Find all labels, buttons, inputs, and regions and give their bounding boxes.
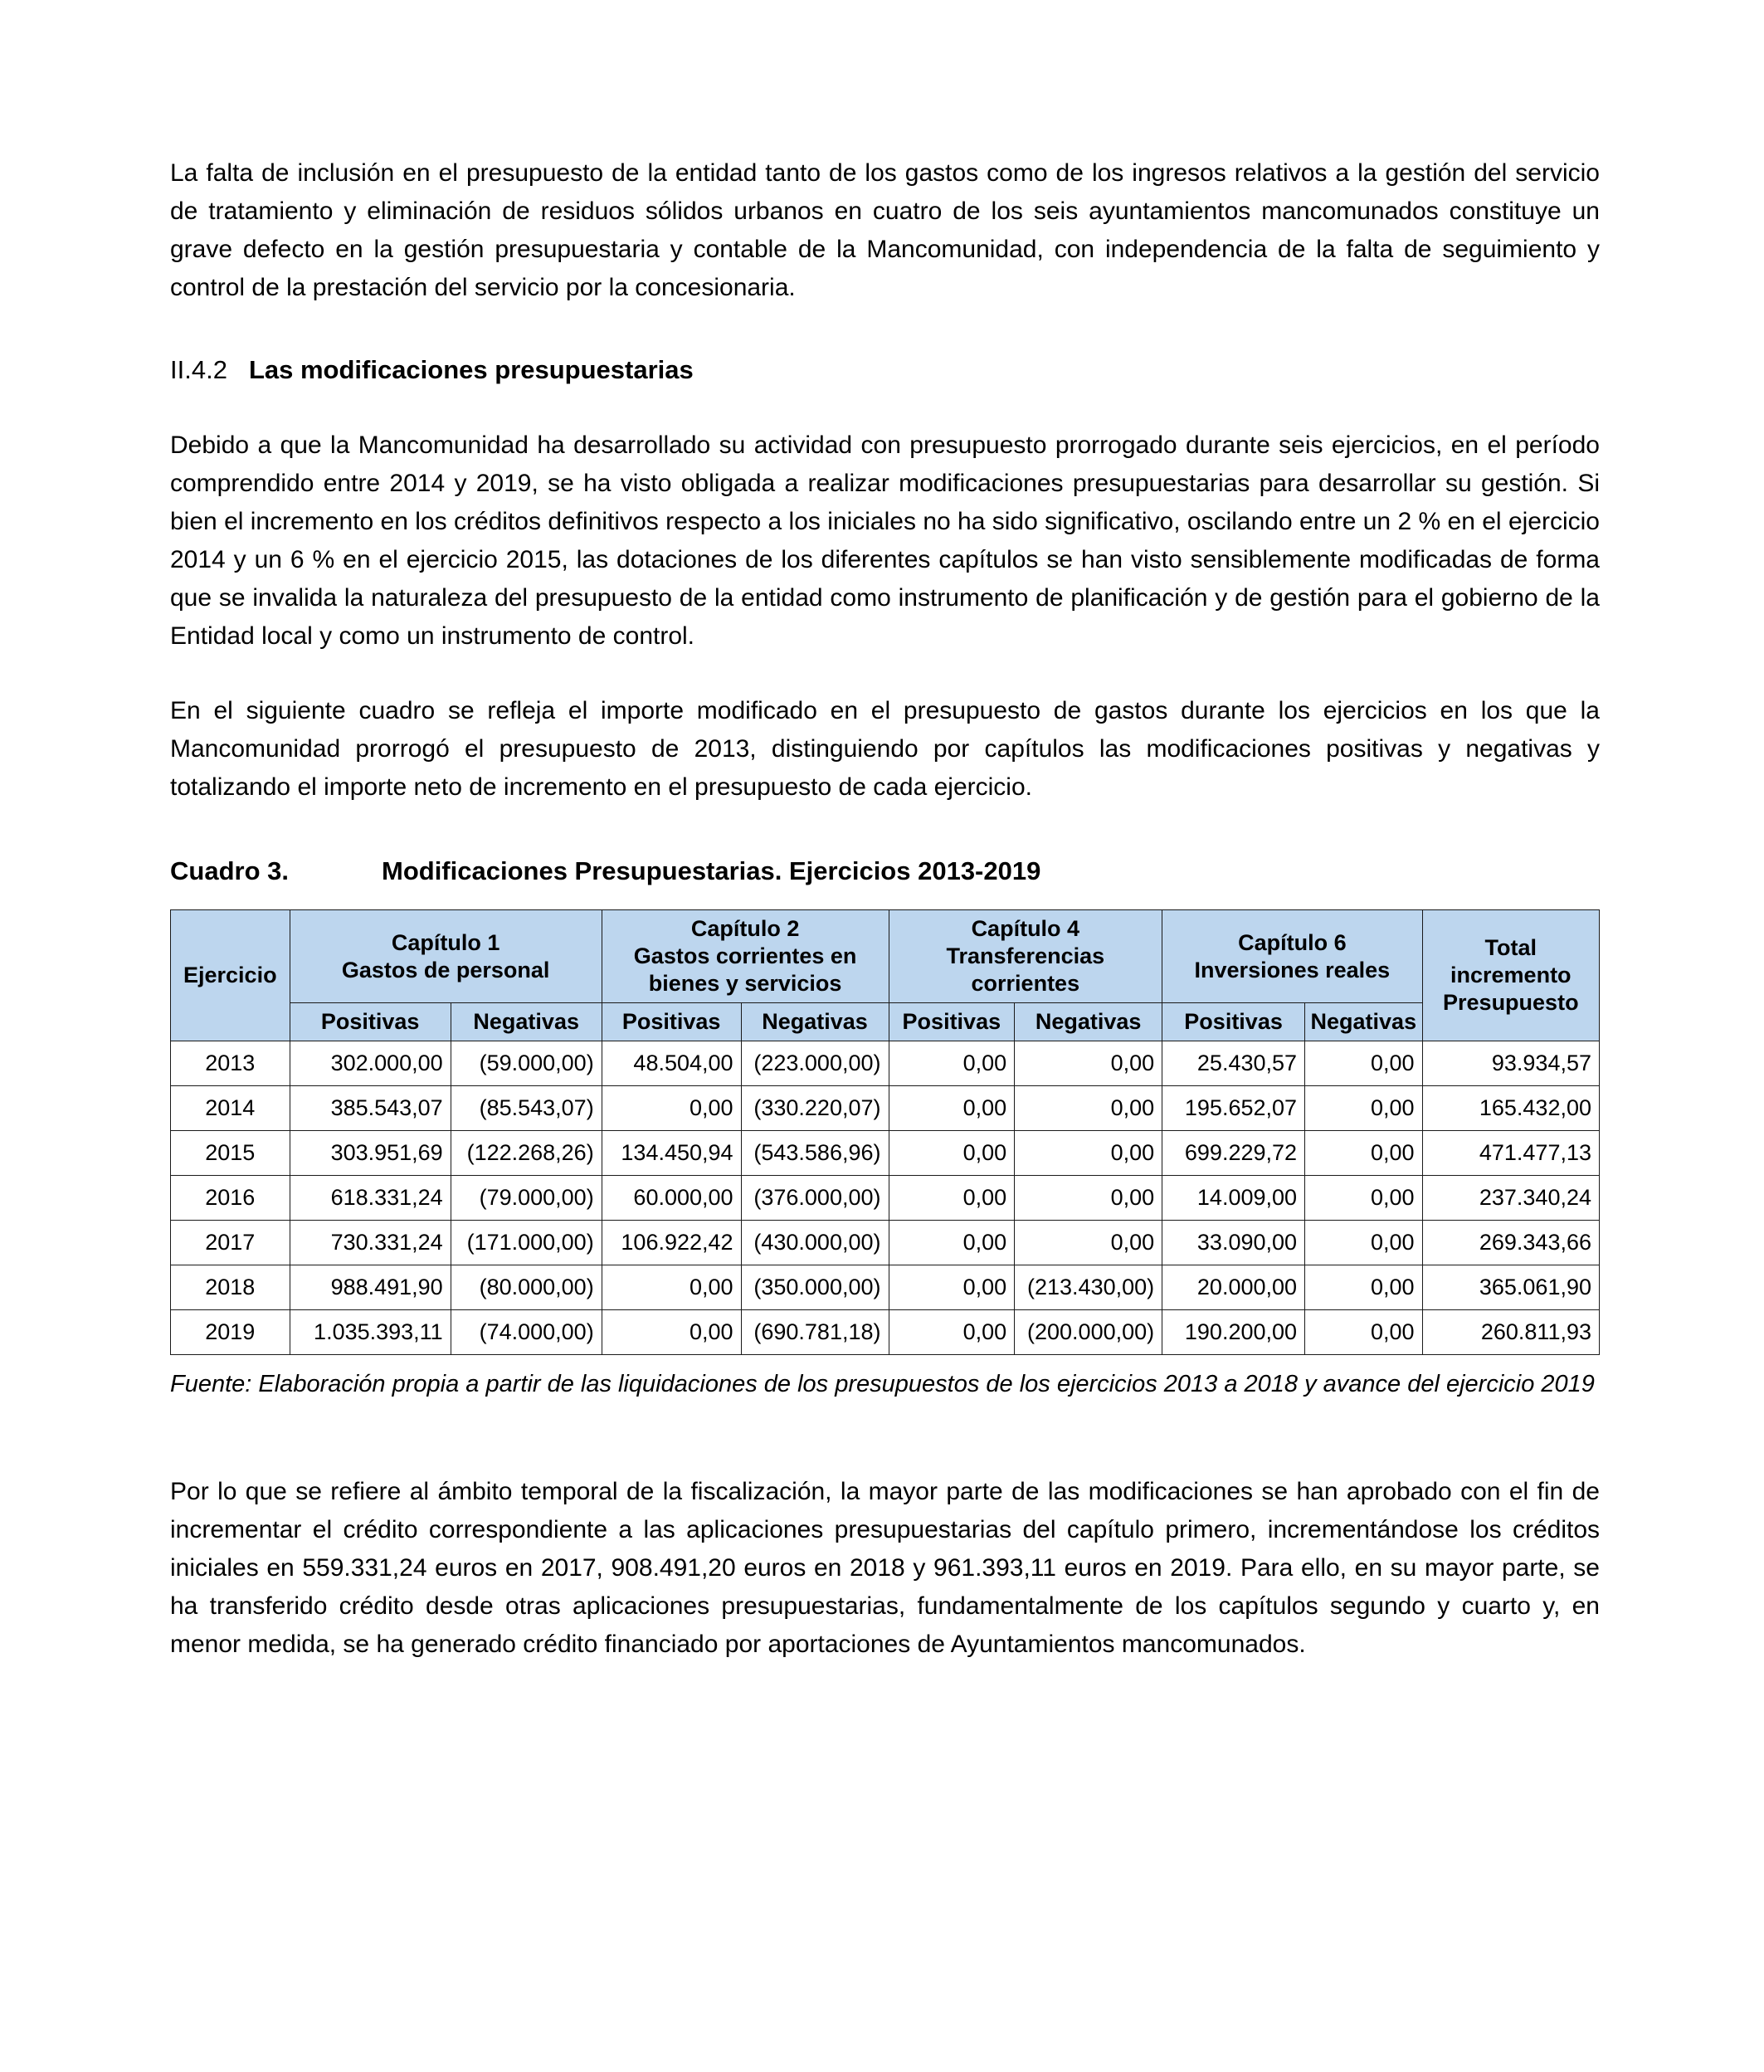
cell-cap2-neg: (543.586,96): [741, 1131, 889, 1176]
cell-cap4-neg: 0,00: [1015, 1176, 1162, 1221]
cell-cap1-neg: (122.268,26): [451, 1131, 602, 1176]
subheader-cap4-negativas: Negativas: [1015, 1003, 1162, 1041]
table-row-2015: [171, 1131, 1600, 1176]
table-row-2013: [171, 1041, 1600, 1086]
cell-total: 471.477,13: [1422, 1131, 1599, 1176]
subheader-cap2-negativas: Negativas: [741, 1003, 889, 1041]
cell-cap6-neg: 0,00: [1305, 1265, 1423, 1310]
cell-cap2-pos: 0,00: [602, 1310, 741, 1355]
cell-cap2-pos: 0,00: [602, 1086, 741, 1131]
cell-cap2-neg: (430.000,00): [741, 1221, 889, 1265]
cell-cap4-pos: 0,00: [889, 1131, 1015, 1176]
cell-cap2-neg: (376.000,00): [741, 1176, 889, 1221]
cell-cap1-neg: (79.000,00): [451, 1176, 602, 1221]
cell-cap6-neg: 0,00: [1305, 1131, 1423, 1176]
table-row-2014: [171, 1086, 1600, 1131]
paragraph-cuadro-intro: En el siguiente cuadro se refleja el importe modificado en el presupuesto de gastos durante los ejercicios en los que la Mancomunidad prorrogó el presupuesto de 2013, distinguiendo por capítulos las modificaciones positivas y negativas y totalizando el importe neto de incremento en el presupuesto de cada ejercicio.: [170, 697, 1600, 801]
cell-cap1-pos: 1.035.393,11: [290, 1310, 451, 1355]
capitulo-1-line2: Gastos de personal: [341, 957, 550, 982]
cell-cap1-pos: 730.331,24: [290, 1221, 451, 1265]
cell-cap2-pos: 48.504,00: [602, 1041, 741, 1086]
table-source-note: Fuente: Elaboración propia a partir de las liquidaciones de los presupuestos de los ejercicios 2013 a 2018 y avance del ejercicio 2019: [170, 1371, 1595, 1397]
cell-cap2-neg: (223.000,00): [741, 1041, 889, 1086]
table-caption-label: Cuadro 3.: [170, 856, 289, 885]
cell-year: 2017: [171, 1221, 290, 1265]
cell-year: 2019: [171, 1310, 290, 1355]
table-row-2017: [171, 1221, 1600, 1265]
subheader-cap6-negativas: Negativas: [1305, 1003, 1423, 1041]
cell-cap1-pos: 618.331,24: [290, 1176, 451, 1221]
cell-cap6-neg: 0,00: [1305, 1041, 1423, 1086]
cell-cap6-neg: 0,00: [1305, 1086, 1423, 1131]
paragraph-ambito-temporal: Por lo que se refiere al ámbito temporal de la fiscalización, la mayor parte de las modificaciones se han aprobado con el fin de incrementar el crédito correspondiente a las aplicaciones presupuestarias del capítulo primero, incrementándose los créditos iniciales en 559.331,24 euros en 2017, 908.491,20 euros en 2018 y 961.393,11 euros en 2019. Para ello, en su mayor parte, se ha transferido crédito desde otras aplicaciones presupuestarias, fundamentalmente de los capítulos segundo y cuarto y, en menor medida, se ha generado crédito financiado por aportaciones de Ayuntamientos mancomunados.: [170, 1478, 1600, 1658]
cell-cap2-pos: 60.000,00: [602, 1176, 741, 1221]
cell-cap2-neg: (330.220,07): [741, 1086, 889, 1131]
cell-cap6-neg: 0,00: [1305, 1310, 1423, 1355]
cell-cap6-neg: 0,00: [1305, 1221, 1423, 1265]
cell-cap1-neg: (74.000,00): [451, 1310, 602, 1355]
subheader-cap1-negativas: Negativas: [451, 1003, 602, 1041]
cell-cap2-neg: (690.781,18): [741, 1310, 889, 1355]
subheader-cap2-positivas: Positivas: [602, 1003, 741, 1041]
subheader-cap6-positivas: Positivas: [1162, 1003, 1305, 1041]
col-header-capitulo-4: [889, 910, 1162, 1003]
capitulo-6-line2: Inversiones reales: [1194, 957, 1391, 982]
cell-cap4-pos: 0,00: [889, 1310, 1015, 1355]
cell-cap2-neg: (350.000,00): [741, 1265, 889, 1310]
cell-cap6-pos: 14.009,00: [1162, 1176, 1305, 1221]
cell-year: 2018: [171, 1265, 290, 1310]
cell-cap4-pos: 0,00: [889, 1041, 1015, 1086]
subheader-cap1-positivas: Positivas: [290, 1003, 451, 1041]
cell-total: 260.811,93: [1422, 1310, 1599, 1355]
cell-cap6-pos: 20.000,00: [1162, 1265, 1305, 1310]
col-header-capitulo-2: [602, 910, 889, 1003]
cell-total: 165.432,00: [1422, 1086, 1599, 1131]
capitulo-4-line1: Capítulo 4: [971, 916, 1080, 941]
cell-total: 365.061,90: [1422, 1265, 1599, 1310]
table-caption: [170, 856, 1600, 886]
subheader-cap4-positivas: Positivas: [889, 1003, 1015, 1041]
cell-total: 93.934,57: [1422, 1041, 1599, 1086]
cell-year: 2015: [171, 1131, 290, 1176]
capitulo-1-line1: Capítulo 1: [391, 929, 500, 955]
cell-cap2-pos: 0,00: [602, 1265, 741, 1310]
cell-cap4-pos: 0,00: [889, 1221, 1015, 1265]
cell-cap6-neg: 0,00: [1305, 1176, 1423, 1221]
cell-cap4-pos: 0,00: [889, 1265, 1015, 1310]
cell-cap4-neg: 0,00: [1015, 1086, 1162, 1131]
section-heading: [170, 355, 1600, 385]
capitulo-2-line2: Gastos corrientes en bienes y servicios: [633, 943, 857, 996]
col-header-total: Total incremento Presupuesto: [1422, 910, 1599, 1041]
cell-total: 237.340,24: [1422, 1176, 1599, 1221]
cell-cap1-pos: 988.491,90: [290, 1265, 451, 1310]
cell-cap4-neg: 0,00: [1015, 1131, 1162, 1176]
paragraph-intro: La falta de inclusión en el presupuesto de la entidad tanto de los gastos como de los ingresos relativos a la gestión del servicio de tratamiento y eliminación de residuos sólidos urbanos en cuatro de los seis ayuntamientos mancomunados constituye un grave defecto en la gestión presupuestaria y contable de la Mancomunidad, con independencia de la falta de seguimiento y control de la prestación del servicio por la concesionaria.: [170, 159, 1600, 301]
cell-cap6-pos: 195.652,07: [1162, 1086, 1305, 1131]
cell-cap1-neg: (171.000,00): [451, 1221, 602, 1265]
cell-cap2-pos: 106.922,42: [602, 1221, 741, 1265]
cell-cap4-neg: (200.000,00): [1015, 1310, 1162, 1355]
table-row-2019: [171, 1310, 1600, 1355]
col-header-capitulo-6: [1162, 910, 1422, 1003]
cell-cap1-pos: 302.000,00: [290, 1041, 451, 1086]
col-header-ejercicio: Ejercicio: [171, 910, 290, 1041]
cell-cap4-pos: 0,00: [889, 1086, 1015, 1131]
cell-year: 2014: [171, 1086, 290, 1131]
table-caption-title: Modificaciones Presupuestarias. Ejercicios 2013-2019: [382, 856, 1041, 885]
paragraph-modificaciones: Debido a que la Mancomunidad ha desarrollado su actividad con presupuesto prorrogado durante seis ejercicios, en el período comprendido entre 2014 y 2019, se ha visto obligada a realizar modificaciones presupuestarias para desarrollar su gestión. Si bien el incremento en los créditos definitivos respecto a los iniciales no ha sido significativo, oscilando entre un 2 % en el ejercicio 2014 y un 6 % en el ejercicio 2015, las dotaciones de los diferentes capítulos se han visto sensiblemente modificadas de forma que se invalida la naturaleza del presupuesto de la entidad como instrumento de planificación y de gestión para el gobierno de la Entidad local y como un instrumento de control.: [170, 431, 1600, 650]
cell-cap4-pos: 0,00: [889, 1176, 1015, 1221]
capitulo-4-line2: Transferencias corrientes: [946, 943, 1105, 996]
cell-cap2-pos: 134.450,94: [602, 1131, 741, 1176]
col-header-capitulo-1: [290, 910, 602, 1003]
cell-cap1-pos: 303.951,69: [290, 1131, 451, 1176]
cell-cap1-pos: 385.543,07: [290, 1086, 451, 1131]
cell-year: 2013: [171, 1041, 290, 1086]
cell-cap6-pos: 190.200,00: [1162, 1310, 1305, 1355]
table-row-2018: [171, 1265, 1600, 1310]
cell-cap6-pos: 33.090,00: [1162, 1221, 1305, 1265]
cell-year: 2016: [171, 1176, 290, 1221]
cell-cap4-neg: (213.430,00): [1015, 1265, 1162, 1310]
cell-cap4-neg: 0,00: [1015, 1041, 1162, 1086]
cell-cap1-neg: (85.543,07): [451, 1086, 602, 1131]
section-title: Las modificaciones presupuestarias: [248, 355, 694, 384]
cell-total: 269.343,66: [1422, 1221, 1599, 1265]
capitulo-6-line1: Capítulo 6: [1238, 929, 1347, 955]
cell-cap6-pos: 699.229,72: [1162, 1131, 1305, 1176]
capitulo-2-line1: Capítulo 2: [690, 916, 800, 941]
cell-cap4-neg: 0,00: [1015, 1221, 1162, 1265]
section-number: II.4.2: [170, 355, 227, 384]
table-row-2016: [171, 1176, 1600, 1221]
cell-cap6-pos: 25.430,57: [1162, 1041, 1305, 1086]
cell-cap1-neg: (59.000,00): [451, 1041, 602, 1086]
budget-modifications-table: [170, 909, 1600, 1355]
cell-cap1-neg: (80.000,00): [451, 1265, 602, 1310]
